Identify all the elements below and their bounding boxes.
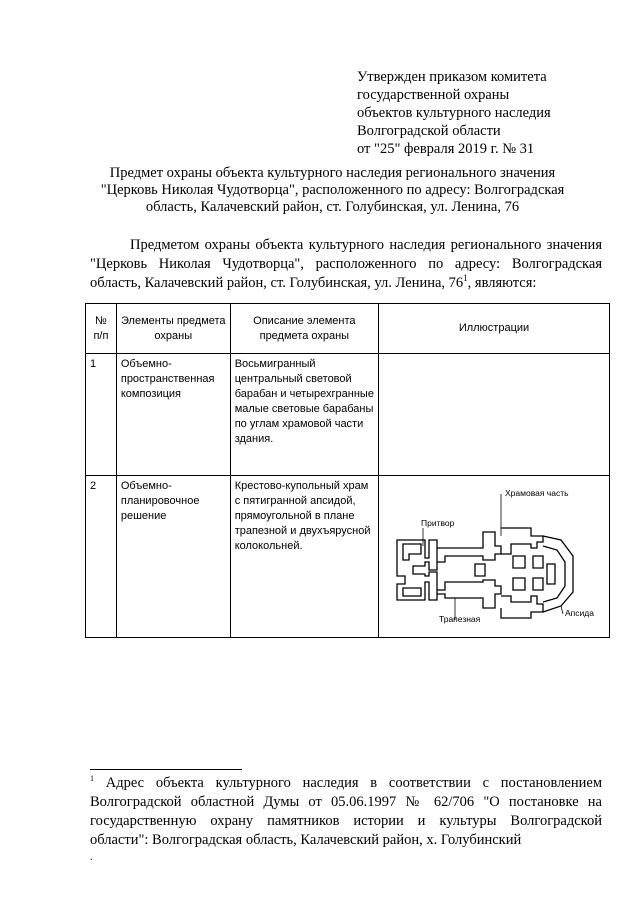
table-row (86, 354, 610, 476)
intro-paragraph (90, 236, 602, 293)
table-header-row (86, 304, 610, 354)
approval-line: государственной охраны (357, 87, 510, 103)
intro-text: Предметом охраны объекта культурного наследия регионального значения "Церковь Николая Чудотворца", расположенного по адресу: Волгоградская область, Калачевский район, ст. Голубинская, ул. Ленина, 76 (90, 237, 602, 291)
row-element: Объемно-пространственная композиция (116, 354, 230, 476)
plan-pillar (547, 564, 555, 584)
plan-wall-refectory (437, 532, 501, 608)
document-title: Предмет охраны объекта культурного наследия регионального значения "Церковь Николая Чудотворца", расположенного по адресу: Волгоградская область, Калачевский район, ст. Голубинская, ул. Ленина, 76 (100, 165, 565, 215)
footnote (90, 774, 602, 850)
row-element: Объемно-планировочное решение (116, 476, 230, 638)
footnote-reference: 1 (463, 273, 468, 284)
leader-apse (561, 606, 563, 614)
approval-block (357, 68, 617, 158)
header-element: Элементы предмета охраны (116, 304, 230, 354)
label-temple: Храмовая часть (505, 488, 569, 498)
footnote-text: Адрес объекта культурного наследия в соответствии с постановлением Волгоградской областной Думы от 05.06.1997 № 62/706 "О постановке на государственную охрану памятников истории и культуры Волгоградской области": Волгоградская область, Калачевский район, х. Голубинский (90, 775, 602, 848)
plan-wall-temple (501, 528, 543, 618)
footnote-mark: 1 (90, 774, 94, 784)
row-illustration (379, 476, 610, 638)
label-narthex: Притвор (421, 518, 455, 528)
intro-tail: , являются: (467, 275, 537, 291)
footnote-separator (90, 769, 242, 770)
approval-line: от "25" февраля 2019 г. № 31 (357, 141, 535, 157)
row-description: Крестово-купольный храм с пятигранной апсидой, прямоугольной в плане трапезной и двухъярусной колокольней. (230, 476, 378, 638)
church-floor-plan (383, 484, 605, 624)
approval-line: Утвержден приказом комитета (357, 69, 547, 85)
header-num: № п/п (86, 304, 117, 354)
label-apse: Апсида (565, 608, 594, 618)
plan-pillar (475, 564, 485, 576)
table-row (86, 476, 610, 638)
row-description: Восьмигранный центральный световой барабан и четырехгранные малые световые барабаны по углам храмовой части здания. (230, 354, 378, 476)
protection-elements-table (85, 303, 610, 638)
row-num: 1 (86, 354, 117, 476)
plan-wall-narthex-inner (403, 544, 421, 596)
row-illustration (379, 354, 610, 476)
trailing-mark: . (90, 852, 93, 863)
header-description: Описание элемента предмета охраны (230, 304, 378, 354)
row-num: 2 (86, 476, 117, 638)
approval-line: объектов культурного наследия (357, 105, 551, 121)
approval-line: Волгоградской области (357, 123, 501, 139)
plan-pillar (513, 556, 543, 590)
header-illustrations: Иллюстрации (379, 304, 610, 354)
label-refectory: Трапезная (439, 614, 481, 624)
